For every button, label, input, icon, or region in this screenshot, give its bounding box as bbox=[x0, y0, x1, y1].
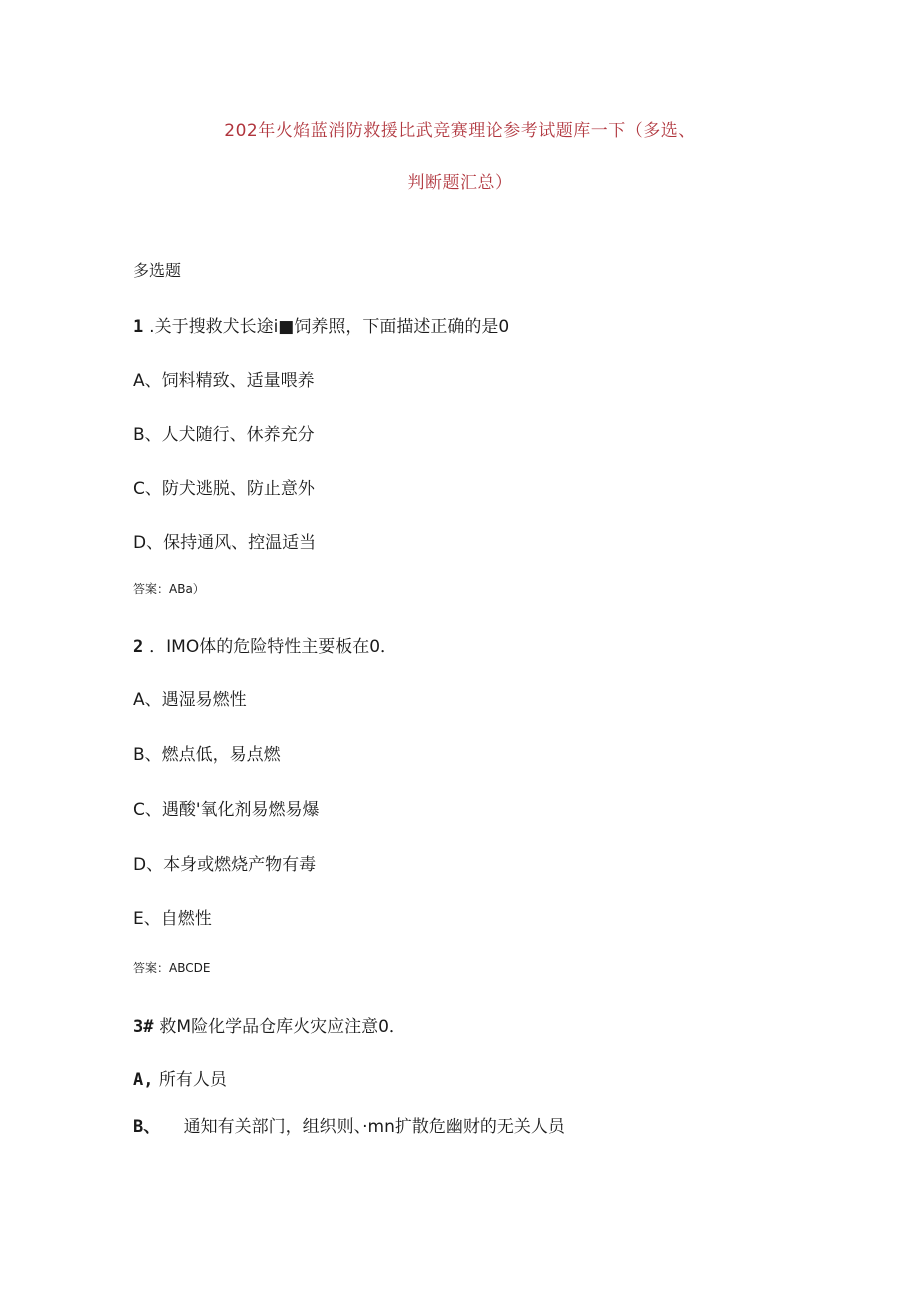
option-d: D、本身或燃烧产物有毒 bbox=[133, 855, 317, 875]
question-text: ．IMO体的危险特性主要板在0． bbox=[149, 637, 398, 657]
option-a: A、饲料精致、适量喂养 bbox=[133, 371, 315, 391]
option-c: C、防犬逃脱、防止意外 bbox=[133, 479, 315, 499]
answer-1: 答案：ABa） bbox=[133, 582, 205, 596]
answer-2: 答案：ABCDE bbox=[133, 961, 211, 975]
option-text: 通知有关部门，组织则、·mn扩散危幽财的无关人员 bbox=[183, 1117, 565, 1137]
option-b: B、燃点低，易点燃 bbox=[133, 745, 281, 765]
question-1 bbox=[133, 312, 509, 337]
question-number: 2 bbox=[133, 637, 144, 657]
option-b bbox=[133, 1112, 565, 1137]
option-a bbox=[133, 1065, 227, 1090]
section-heading: 多选题 bbox=[133, 261, 182, 280]
question-number: 1 bbox=[133, 317, 144, 337]
option-c: C、遇酸'氧化剂易燃易爆 bbox=[133, 800, 320, 820]
question-2 bbox=[133, 632, 397, 657]
question-text: .关于搜救犬长途i■饲养照，下面描述正确的是0 bbox=[149, 317, 510, 337]
option-prefix: A, bbox=[133, 1070, 154, 1090]
document-title-line-1: 202年火焰蓝消防救援比武竞赛理论参考试题库一下（多选、 bbox=[224, 121, 696, 141]
question-text: 救M险化学品仓库火灾应注意0． bbox=[159, 1017, 406, 1037]
option-e: E、自燃性 bbox=[133, 909, 212, 929]
option-a: A、遇湿易燃性 bbox=[133, 690, 247, 710]
option-text: 所有人员 bbox=[158, 1070, 227, 1090]
option-b: B、人犬随行、休养充分 bbox=[133, 425, 315, 445]
document-title-line-2: 判断题汇总） bbox=[407, 173, 513, 193]
question-number: 3# bbox=[133, 1017, 154, 1037]
question-3 bbox=[133, 1012, 406, 1037]
option-d: D、保持通风、控温适当 bbox=[133, 533, 317, 553]
option-prefix: B、 bbox=[133, 1117, 161, 1137]
